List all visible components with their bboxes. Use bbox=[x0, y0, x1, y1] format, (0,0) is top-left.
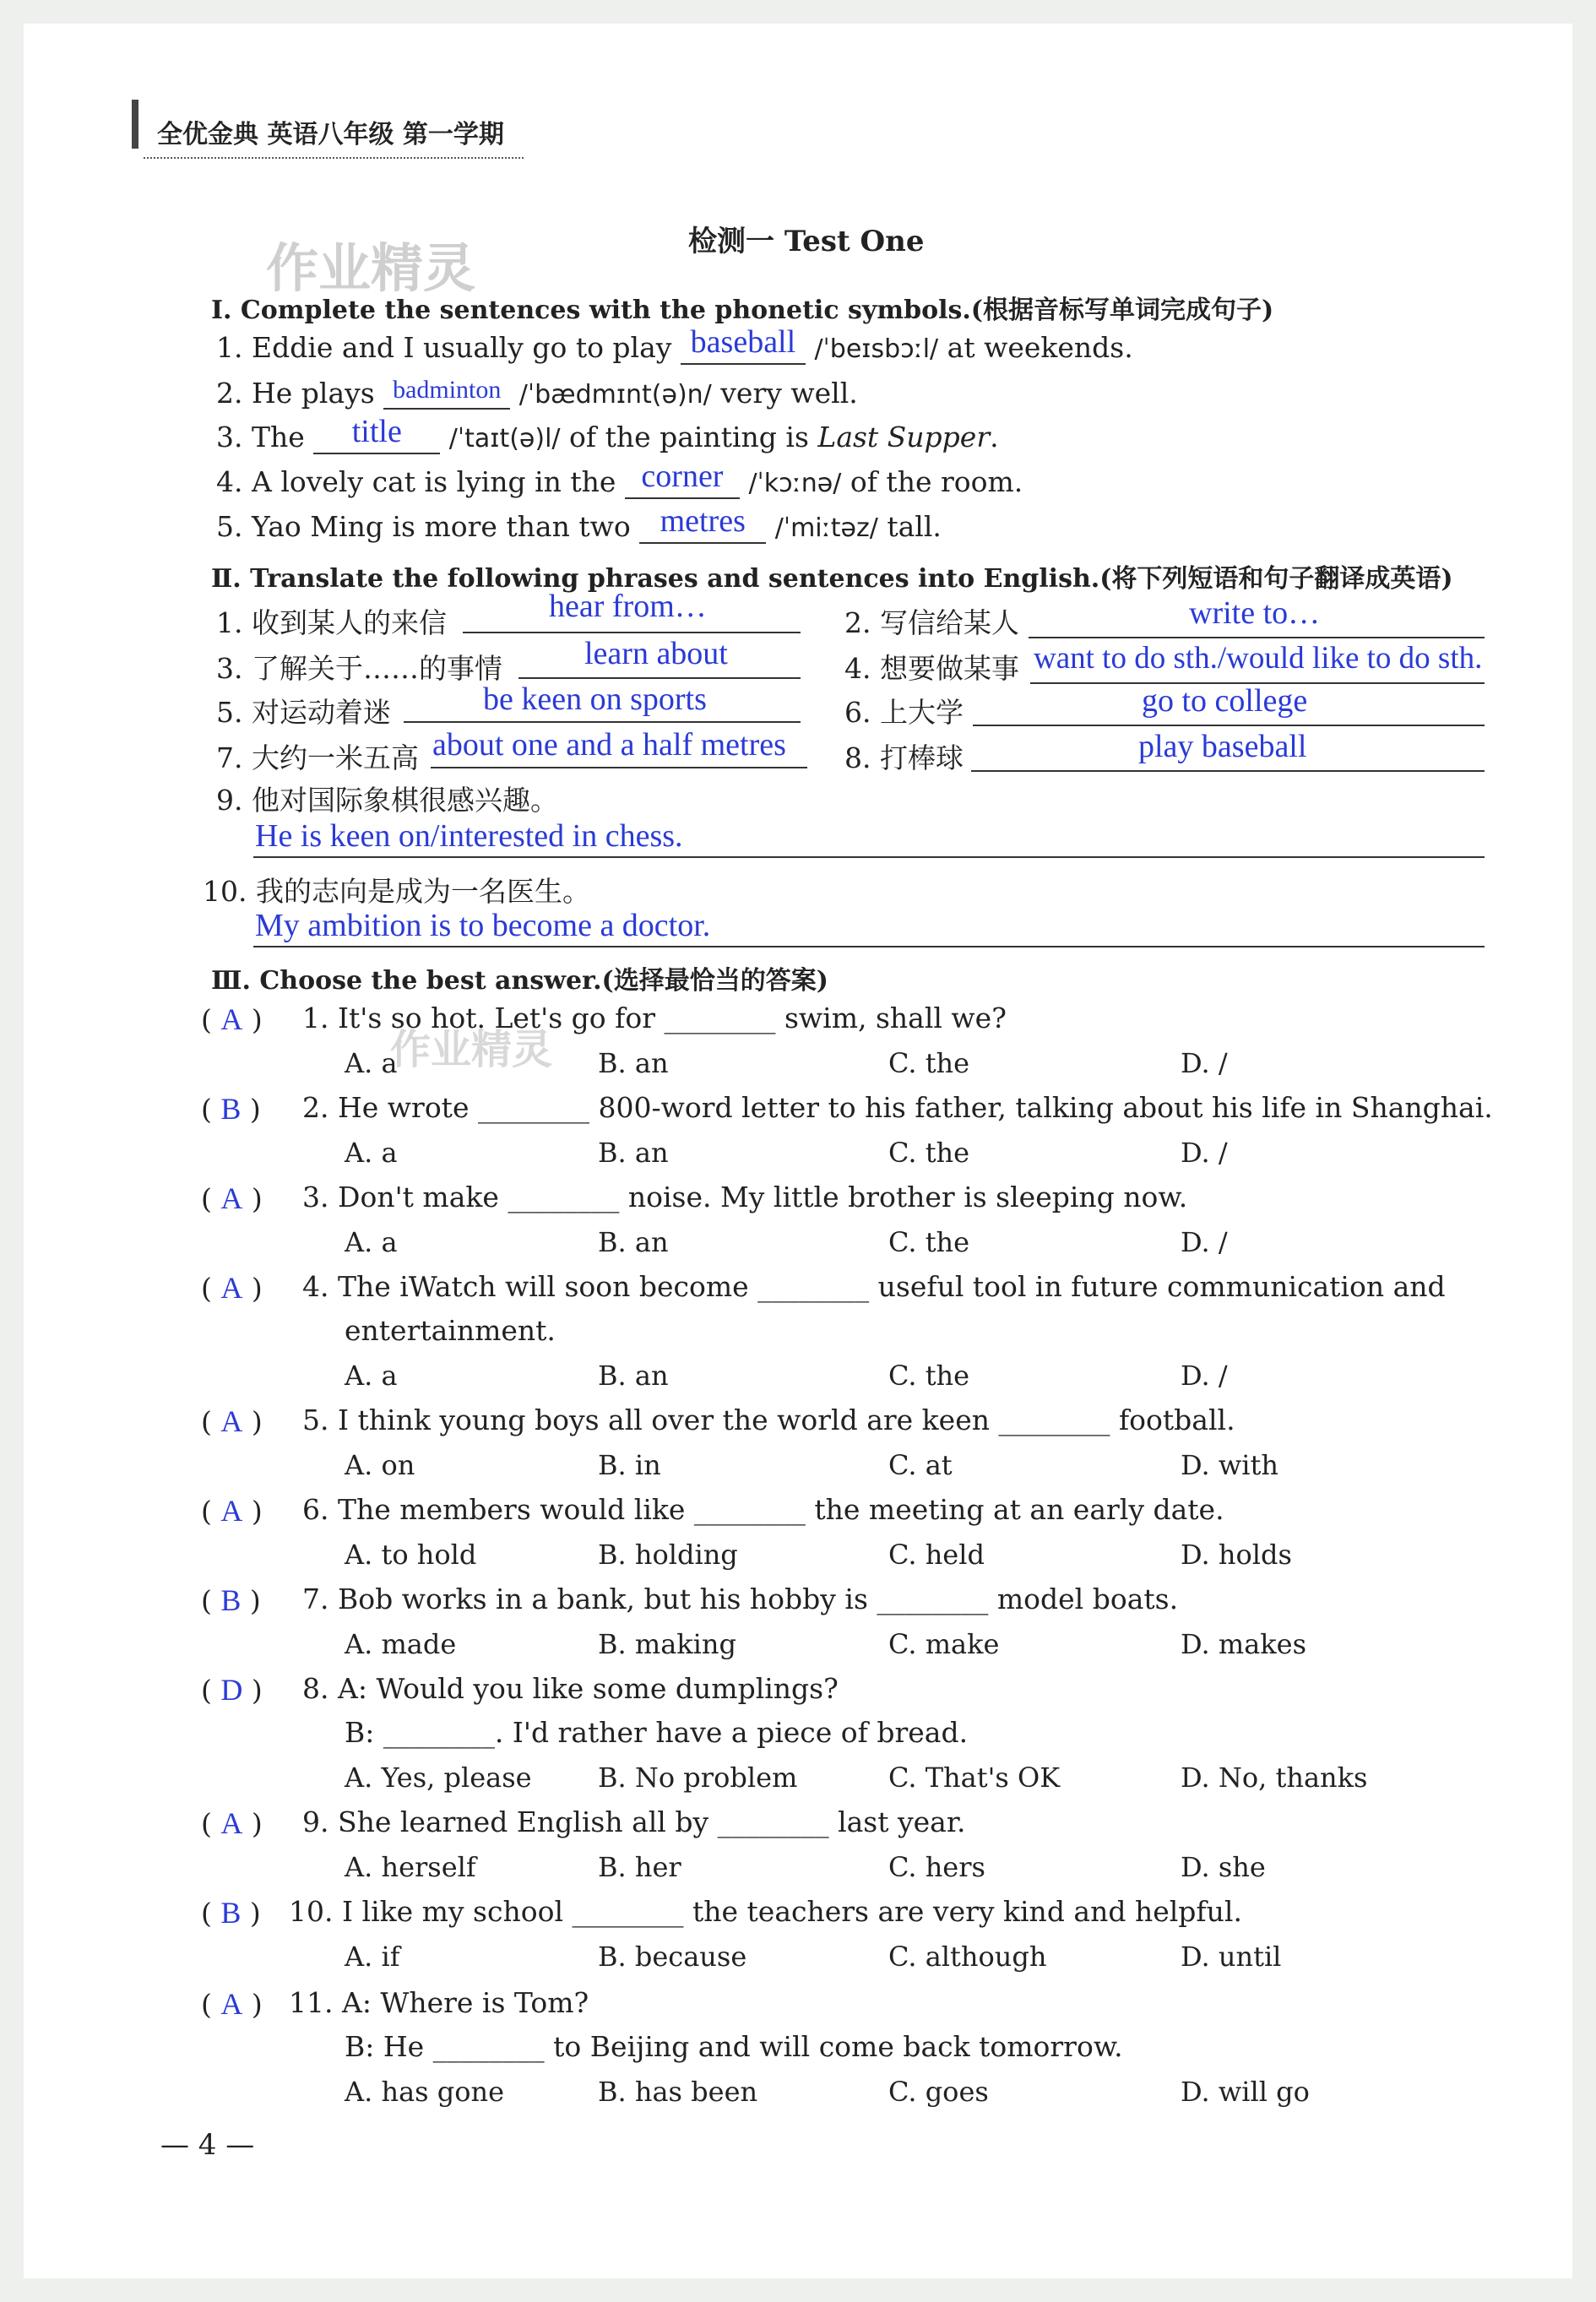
answer-bracket: ( A ) bbox=[201, 1494, 263, 1528]
watermark: 作业精灵 bbox=[266, 237, 476, 299]
s2-item-2-prompt: 2. 写信给某人 bbox=[844, 606, 1019, 639]
option: B. No problem bbox=[598, 1762, 798, 1794]
choice-answer: B bbox=[220, 1092, 242, 1126]
mc-question-4-cont: entertainment. bbox=[345, 1314, 556, 1347]
option: C. hers bbox=[888, 1851, 985, 1883]
s2-item-3-prompt: 3. 了解关于……的事情 bbox=[216, 652, 502, 685]
s2-item-5-answer: be keen on sports bbox=[483, 681, 707, 717]
s2-item-10-answer: My ambition is to become a doctor. bbox=[255, 908, 711, 943]
s2-item-10-prompt: 10. 我的志向是成为一名医生。 bbox=[203, 875, 590, 908]
mc-question-11-cont: B: He ________ to Beijing and will come back tomorrow. bbox=[345, 2030, 1123, 2063]
s2-item-4-prompt: 4. 想要做某事 bbox=[844, 652, 1019, 685]
option: D. she bbox=[1181, 1851, 1266, 1883]
option: D. makes bbox=[1181, 1628, 1307, 1660]
s1-item-1: 1. Eddie and I usually go to play baseball /ˈbeɪsbɔːl/ at weekends. bbox=[216, 324, 1133, 364]
section1-heading: Ⅰ. Complete the sentences with the phonetic symbols.(根据音标写单词完成句子) bbox=[211, 296, 1274, 325]
option: D. until bbox=[1181, 1941, 1282, 1973]
answer-bracket: ( B ) bbox=[201, 1092, 261, 1126]
header-bar bbox=[132, 100, 138, 149]
option: B. because bbox=[598, 1941, 747, 1973]
option: D. with bbox=[1181, 1449, 1278, 1481]
option: B. an bbox=[598, 1137, 669, 1169]
mc-question-3: 3. Don't make ________ noise. My little brother is sleeping now. bbox=[302, 1181, 1188, 1213]
s1-item-5: 5. Yao Ming is more than two metres /ˈmiːtəz/ tall. bbox=[216, 503, 942, 543]
choice-answer: B bbox=[220, 1583, 242, 1617]
mc-question-1: 1. It's so hot. Let's go for ________ swim, shall we? bbox=[302, 1002, 1007, 1034]
answer-bracket: ( D ) bbox=[201, 1673, 263, 1707]
option: C. the bbox=[888, 1047, 970, 1079]
choice-answer: A bbox=[220, 1987, 243, 2021]
choice-answer: A bbox=[220, 1806, 243, 1840]
option: C. make bbox=[888, 1628, 1000, 1660]
option: D. will go bbox=[1181, 2076, 1310, 2108]
option: A. Yes, please bbox=[345, 1762, 532, 1794]
s2-item-4-answer: want to do sth./would like to do sth. bbox=[1034, 641, 1483, 676]
option: D. / bbox=[1181, 1047, 1228, 1079]
choice-answer: D bbox=[220, 1673, 243, 1707]
s2-item-6-answer: go to college bbox=[1142, 683, 1308, 719]
option: D. / bbox=[1181, 1360, 1228, 1392]
s2-item-2-answer: write to… bbox=[1189, 595, 1321, 631]
choice-answer: B bbox=[220, 1896, 242, 1930]
option: A. herself bbox=[345, 1851, 476, 1883]
answer-bracket: ( A ) bbox=[201, 1806, 263, 1840]
option: A. a bbox=[345, 1047, 398, 1079]
s2-item-8-prompt: 8. 打棒球 bbox=[844, 741, 964, 774]
s2-item-1-prompt: 1. 收到某人的来信 bbox=[216, 606, 447, 639]
option: D. / bbox=[1181, 1226, 1228, 1258]
option: B. in bbox=[598, 1449, 661, 1481]
option: B. an bbox=[598, 1360, 669, 1392]
option: C. the bbox=[888, 1360, 970, 1392]
option: D. / bbox=[1181, 1137, 1228, 1169]
option: C. although bbox=[888, 1941, 1047, 1973]
answer: corner bbox=[641, 459, 724, 494]
s2-item-3-answer: learn about bbox=[584, 636, 728, 671]
book-header: 全优金典 英语八年级 第一学期 bbox=[157, 120, 504, 149]
answer: metres bbox=[660, 503, 746, 539]
choice-answer: A bbox=[220, 1271, 243, 1305]
choice-answer: A bbox=[220, 1002, 243, 1036]
option: C. held bbox=[888, 1539, 985, 1571]
option: C. That's OK bbox=[888, 1762, 1061, 1794]
option: C. goes bbox=[888, 2076, 989, 2108]
choice-answer: A bbox=[220, 1494, 243, 1528]
choice-answer: A bbox=[220, 1181, 243, 1215]
option: B. an bbox=[598, 1047, 669, 1079]
option: A. a bbox=[345, 1360, 398, 1392]
answer-bracket: ( A ) bbox=[201, 1002, 263, 1036]
answer-bracket: ( B ) bbox=[201, 1583, 261, 1617]
option: A. to hold bbox=[345, 1539, 477, 1571]
mc-question-6: 6. The members would like ________ the meeting at an early date. bbox=[302, 1493, 1224, 1526]
option: C. the bbox=[888, 1226, 970, 1258]
page-number: — 4 — bbox=[160, 2128, 255, 2162]
option: A. a bbox=[345, 1226, 398, 1258]
answer-bracket: ( A ) bbox=[201, 1987, 263, 2021]
watermark-2: 作业精灵 bbox=[390, 1026, 553, 1073]
s2-item-9-prompt: 9. 他对国际象棋很感兴趣。 bbox=[216, 784, 558, 817]
option: C. at bbox=[888, 1449, 953, 1481]
mc-question-10: 10. I like my school ________ the teachers are very kind and helpful. bbox=[289, 1895, 1242, 1928]
option: A. has gone bbox=[345, 2076, 505, 2108]
header-divider bbox=[144, 157, 524, 159]
s2-item-1-answer: hear from… bbox=[549, 589, 707, 624]
answer-bracket: ( B ) bbox=[201, 1896, 261, 1930]
s1-item-4: 4. A lovely cat is lying in the corner /ˈkɔːnə/ of the room. bbox=[216, 459, 1023, 498]
answer-bracket: ( A ) bbox=[201, 1181, 263, 1215]
mc-question-11: 11. A: Where is Tom? bbox=[289, 1986, 589, 2019]
s2-item-7-answer: about one and a half metres bbox=[432, 727, 786, 763]
option: C. the bbox=[888, 1137, 970, 1169]
option: B. her bbox=[598, 1851, 681, 1883]
option: A. a bbox=[345, 1137, 398, 1169]
mc-question-4: 4. The iWatch will soon become ________ useful tool in future communication and bbox=[302, 1270, 1446, 1303]
answer-bracket: ( A ) bbox=[201, 1404, 263, 1438]
mc-question-7: 7. Bob works in a bank, but his hobby is ________ model boats. bbox=[302, 1583, 1179, 1615]
s2-item-8-answer: play baseball bbox=[1138, 729, 1307, 764]
choice-answer: A bbox=[220, 1404, 243, 1438]
option: B. making bbox=[598, 1628, 736, 1660]
s2-item-9-answer: He is keen on/interested in chess. bbox=[255, 818, 683, 854]
mc-question-9: 9. She learned English all by ________ last year. bbox=[302, 1805, 966, 1838]
option: B. has been bbox=[598, 2076, 758, 2108]
answer: baseball bbox=[690, 324, 796, 360]
mc-question-2: 2. He wrote ________ 800-word letter to his father, talking about his life in Shanghai. bbox=[302, 1091, 1493, 1124]
option: A. made bbox=[345, 1628, 457, 1660]
s1-item-3: 3. The title /ˈtaɪt(ə)l/ of the painting is Last Supper. bbox=[216, 414, 999, 453]
s2-item-5-prompt: 5. 对运动着迷 bbox=[216, 696, 391, 729]
answer: title bbox=[351, 414, 402, 449]
section2-heading: Ⅱ. Translate the following phrases and sentences into English.(将下列短语和句子翻译成英语) bbox=[211, 564, 1453, 594]
mc-question-8: 8. A: Would you like some dumplings? bbox=[302, 1672, 839, 1705]
answer: badminton bbox=[393, 376, 502, 404]
s2-item-6-prompt: 6. 上大学 bbox=[844, 696, 964, 729]
s1-item-2: 2. He plays badminton /ˈbædmɪnt(ə)n/ very well. bbox=[216, 376, 858, 410]
option: D. No, thanks bbox=[1181, 1762, 1368, 1794]
answer-bracket: ( A ) bbox=[201, 1271, 263, 1305]
option: B. an bbox=[598, 1226, 669, 1258]
mc-question-5: 5. I think young boys all over the world are keen ________ football. bbox=[302, 1403, 1235, 1436]
option: A. if bbox=[345, 1941, 400, 1973]
mc-question-8-cont: B: ________. I'd rather have a piece of bread. bbox=[345, 1716, 969, 1749]
option: D. holds bbox=[1181, 1539, 1292, 1571]
s2-item-7-prompt: 7. 大约一米五高 bbox=[216, 741, 419, 774]
option: A. on bbox=[345, 1449, 415, 1481]
page-title: 检测一 Test One bbox=[688, 225, 925, 258]
section3-heading: Ⅲ. Choose the best answer.(选择最恰当的答案) bbox=[211, 966, 828, 996]
option: B. holding bbox=[598, 1539, 738, 1571]
